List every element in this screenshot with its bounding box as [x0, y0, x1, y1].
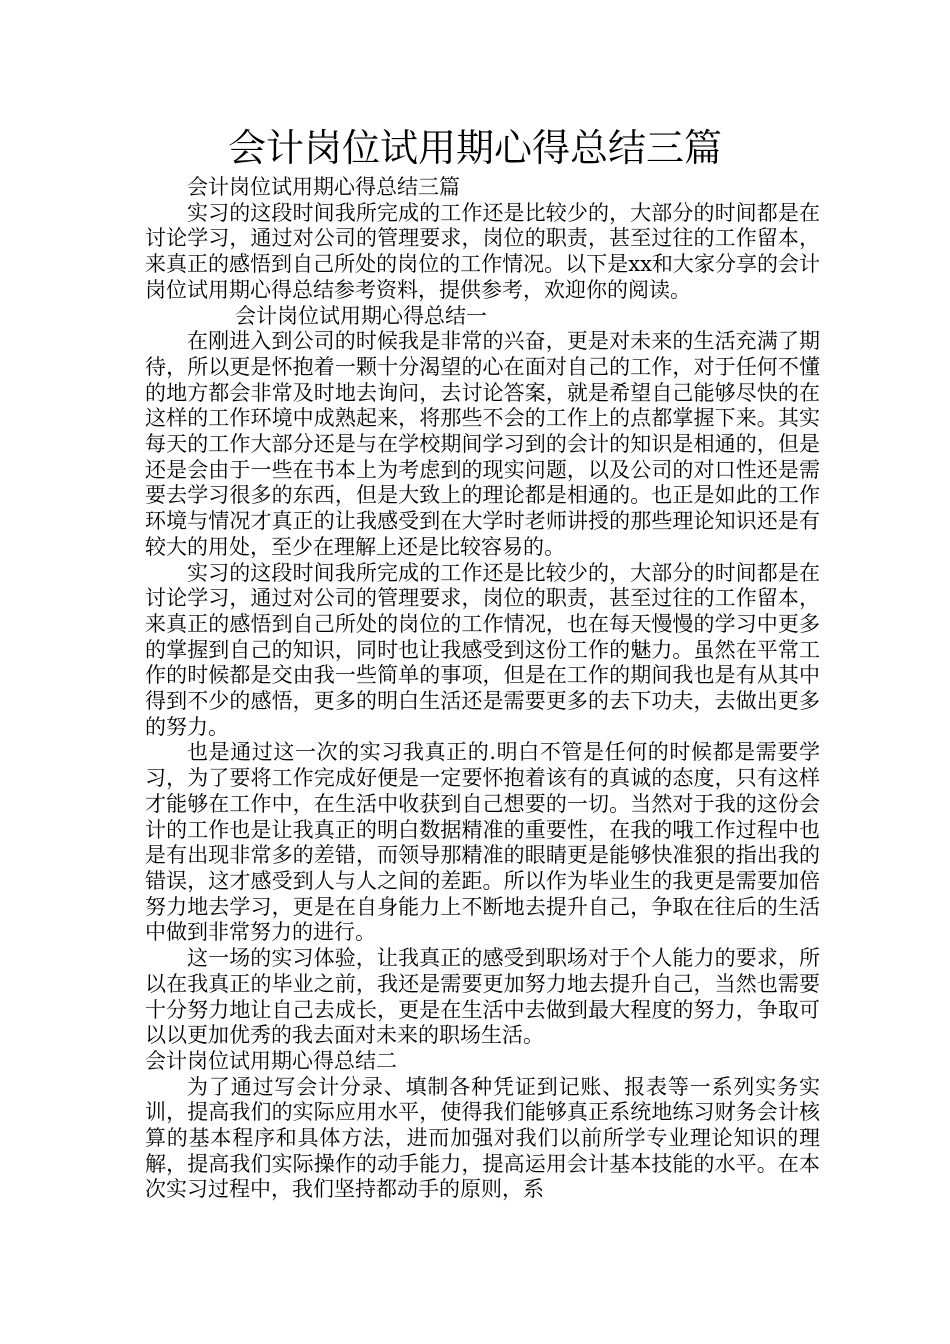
paragraph: 在刚进入到公司的时候我是非常的兴奋，更是对未来的生活充满了期待，所以更是怀抱着一颗十分渴望的心在面对自己的工作，对于任何不懂的地方都会非常及时地去询问，去讨论答案，就是希望自己能够尽快的在这样的工作环境中成熟起来，将那些不会的工作上的点都掌握下来。其实每天的工作大部分还是与在学校期间学习到的会计的知识是相通的，但是还是会由于一些在书本上为考虑到的现实问题，以及公司的对口性还是需要去学习很多的东西，但是大致上的理论都是相通的。也正是如此的工作环境与情况才真正的让我感受到在大学时老师讲授的那些理论知识还是有较大的用处，至少在理解上还是比较容易的。 [145, 329, 820, 559]
paragraph: 实习的这段时间我所完成的工作还是比较少的，大部分的时间都是在讨论学习，通过对公司的管理要求，岗位的职责，甚至过往的工作留本，来真正的感悟到自己所处的岗位的工作情况，也在每天慢慢的学习中更多的掌握到自己的知识，同时也让我感受到这份工作的魅力。虽然在平常工作的时候都是交由我一些简单的事项，但是在工作的期间我也是有从其中得到不少的感悟，更多的明白生活还是需要更多的去下功夫，去做出更多的努力。 [145, 560, 820, 739]
section-heading-two: 会计岗位试用期心得总结二 [145, 1048, 397, 1073]
document-body [145, 175, 820, 1203]
paragraph-intro: 实习的这段时间我所完成的工作还是比较少的，大部分的时间都是在讨论学习，通过对公司的管理要求，岗位的职责，甚至过往的工作留本，来真正的感悟到自己所处的岗位的工作情况。以下是xx和大家分享的会计岗位试用期心得总结参考资料，提供参考，欢迎你的阅读。 [145, 200, 820, 302]
section-heading-one: 会计岗位试用期心得总结一 [235, 303, 487, 328]
document-title: 会计岗位试用期心得总结三篇 [227, 126, 722, 170]
paragraph: 这一场的实习体验，让我真正的感受到职场对于个人能力的要求，所以在我真正的毕业之前，我还是需要更加努力地去提升自己，当然也需要十分努力地让自己去成长，更是在生活中去做到最大程度的努力，争取可以以更加优秀的我去面对未来的职场生活。 [145, 946, 820, 1048]
paragraph: 也是通过这一次的实习我真正的.明白不管是任何的时候都是需要学习，为了要将工作完成好便是一定要怀抱着该有的真诚的态度，只有这样才能够在工作中，在生活中收获到自己想要的一切。当然对于我的这份会计的工作也是让我真正的明白数据精准的重要性，在我的哦工作过程中也是有出现非常多的差错，而领导那精准的眼睛更是能够快准狠的指出我的错误，这才感受到人与人之间的差距。所以作为毕业生的我更是需要加倍努力地去学习，更是在自身能力上不断地去提升自己，争取在往后的生活中做到非常努力的进行。 [145, 740, 820, 945]
intro-heading: 会计岗位试用期心得总结三篇 [187, 175, 460, 199]
paragraph: 为了通过写会计分录、填制各种凭证到记账、报表等一系列实务实训，提高我们的实际应用水平，使得我们能够真正系统地练习财务会计核算的基本程序和具体方法，进而加强对我们以前所学专业理论知识的理解，提高我们实际操作的动手能力，提高运用会计基本技能的水平。在本次实习过程中，我们坚持都动手的原则，系 [145, 1074, 820, 1202]
